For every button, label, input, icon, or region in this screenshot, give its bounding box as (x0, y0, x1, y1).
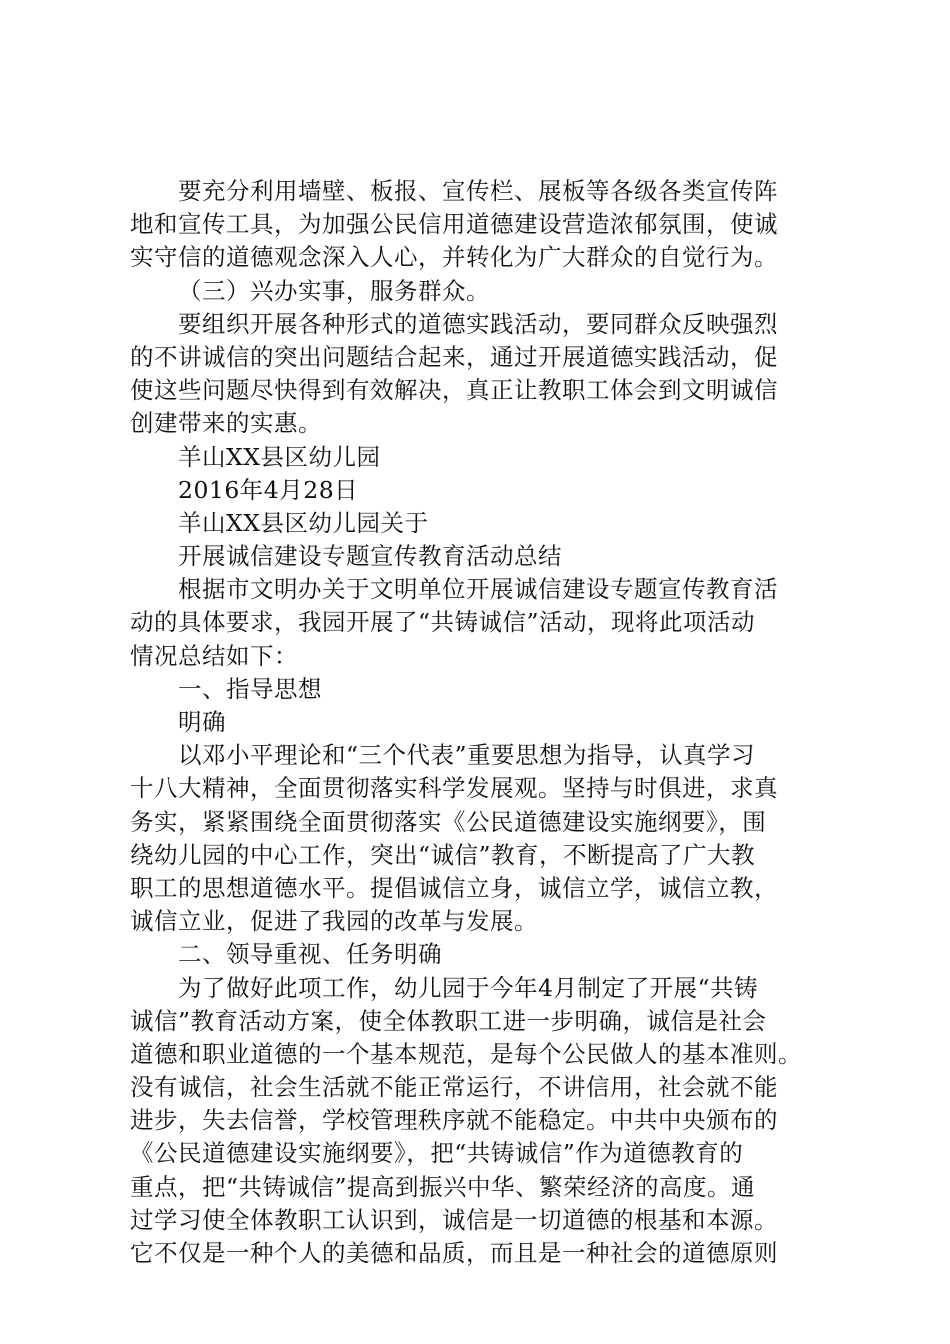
text-line: 绕幼儿园的中心工作，突出“诚信”教育，不断提高了广大教 (130, 840, 756, 869)
text-line: 为了做好此项工作，幼儿园于今年4月制定了开展“共铸 (178, 973, 758, 1002)
text-line: 一、指导思想 (178, 674, 322, 703)
text-line: 的不讲诚信的突出问题结合起来，通过开展道德实践活动，促 (130, 342, 778, 371)
text-line: 过学习使全体教职工认识到，诚信是一切道德的根基和本源。 (130, 1205, 778, 1234)
text-line: 要充分利用墙壁、板报、宣传栏、展板等各级各类宣传阵 (178, 177, 778, 205)
text-line: 要组织开展各种形式的道德实践活动，要同群众反映强烈 (178, 309, 778, 338)
text-line: 十八大精神，全面贯彻落实科学发展观。坚持与时俱进，求真 (130, 774, 778, 803)
text-line: 明确 (178, 708, 226, 736)
text-line: 进步，失去信誉，学校管理秩序就不能稳定。中共中央颁布的 (130, 1106, 778, 1135)
text-line: 《公民道德建设实施纲要》，把“共铸诚信”作为道德教育的 (130, 1139, 744, 1168)
text-line: 诚信立业，促进了我园的改革与发展。 (130, 907, 538, 936)
text-line: 职工的思想道德水平。提倡诚信立身，诚信立学，诚信立教， (130, 873, 778, 902)
text-line: 以邓小平理论和“三个代表”重要思想为指导，认真学习 (178, 741, 756, 770)
text-line: 诚信”教育活动方案，使全体教职工进一步明确，诚信是社会 (130, 1006, 767, 1035)
text-line: 道德和职业道德的一个基本规范，是每个公民做人的基本准则。 (130, 1039, 802, 1068)
text-line: 情况总结如下： (130, 641, 298, 670)
text-line: 根据市文明办关于文明单位开展诚信建设专题宣传教育活 (178, 575, 778, 604)
text-line: 实守信的道德观念深入人心，并转化为广大群众的自觉行为。 (130, 243, 778, 272)
text-line: 使这些问题尽快得到有效解决，真正让教职工体会到文明诚信 (130, 376, 778, 405)
text-line: 它不仅是一种个人的美德和品质，而且是一种社会的道德原则 (130, 1239, 778, 1267)
text-line: 羊山XX县区幼儿园关于 (178, 508, 429, 537)
text-line: 没有诚信，社会生活就不能正常运行，不讲信用，社会就不能 (130, 1073, 778, 1102)
document-body (130, 175, 830, 1270)
text-line: 2016年4月28日 (178, 475, 359, 504)
text-line: （三）兴办实事，服务群众。 (178, 276, 490, 305)
text-line: 重点，把“共铸诚信”提高到振兴中华、繁荣经济的高度。通 (130, 1172, 756, 1201)
text-line: 开展诚信建设专题宣传教育活动总结 (178, 542, 562, 571)
text-line: 动的具体要求，我园开展了“共铸诚信”活动，现将此项活动 (130, 608, 756, 637)
text-line: 务实，紧紧围绕全面贯彻落实《公民道德建设实施纲要》，围 (130, 807, 767, 836)
text-line: 创建带来的实惠。 (130, 409, 322, 438)
text-line: 地和宣传工具，为加强公民信用道德建设营造浓郁氛围，使诚 (130, 210, 778, 239)
text-line: 二、领导重视、任务明确 (178, 940, 442, 969)
text-line: 羊山XX县区幼儿园 (178, 442, 381, 471)
